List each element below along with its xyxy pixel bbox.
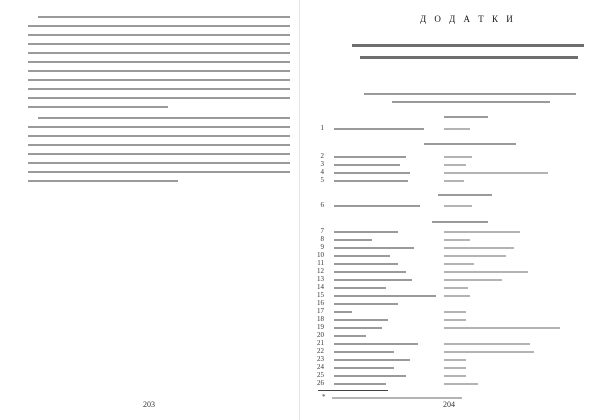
list-item-affiliation-placeholder bbox=[444, 295, 470, 297]
list-item-name-placeholder bbox=[334, 351, 394, 353]
text-line-placeholder bbox=[28, 180, 178, 182]
list-item-name-placeholder bbox=[334, 375, 406, 377]
list-item-name-placeholder bbox=[334, 263, 398, 265]
list-item-affiliation-placeholder bbox=[444, 231, 520, 233]
text-line-placeholder bbox=[28, 61, 290, 63]
list-item-affiliation-placeholder bbox=[444, 383, 478, 385]
text-line-placeholder bbox=[28, 97, 290, 99]
list-item-name-placeholder bbox=[334, 335, 366, 337]
text-line-placeholder bbox=[28, 144, 290, 146]
list-item-name-placeholder bbox=[334, 172, 410, 174]
group-heading-placeholder bbox=[444, 116, 488, 118]
list-item-affiliation-placeholder bbox=[444, 239, 470, 241]
text-line-placeholder bbox=[28, 88, 290, 90]
text-line-placeholder bbox=[38, 117, 290, 119]
list-item-affiliation-placeholder bbox=[444, 367, 466, 369]
list-item-name-placeholder bbox=[334, 205, 420, 207]
list-item-name-placeholder bbox=[334, 255, 390, 257]
list-item-affiliation-placeholder bbox=[444, 128, 470, 130]
footnote-marker: * bbox=[322, 393, 326, 401]
list-item-affiliation-placeholder bbox=[444, 375, 466, 377]
text-line-placeholder bbox=[28, 70, 290, 72]
list-item-name-placeholder bbox=[334, 231, 398, 233]
list-item-affiliation-placeholder bbox=[444, 343, 530, 345]
list-item-affiliation-placeholder bbox=[444, 263, 474, 265]
text-line-placeholder bbox=[28, 79, 290, 81]
text-line-placeholder bbox=[28, 171, 290, 173]
subtitle-line-placeholder bbox=[364, 93, 576, 95]
list-item-name-placeholder bbox=[334, 239, 372, 241]
list-item-name-placeholder bbox=[334, 359, 410, 361]
list-item-name-placeholder bbox=[334, 311, 352, 313]
subtitle-line-placeholder bbox=[392, 101, 550, 103]
list-item-affiliation-placeholder bbox=[444, 247, 514, 249]
list-item-name-placeholder bbox=[334, 156, 406, 158]
footnote-text-placeholder bbox=[332, 397, 462, 399]
page-number-right: 204 bbox=[443, 400, 455, 409]
list-item-affiliation-placeholder bbox=[444, 172, 548, 174]
list-item-name-placeholder bbox=[334, 303, 398, 305]
list-item-affiliation-placeholder bbox=[444, 156, 472, 158]
page-number-left: 203 bbox=[143, 400, 155, 409]
list-item-affiliation-placeholder bbox=[444, 180, 464, 182]
list-item-affiliation-placeholder bbox=[444, 205, 472, 207]
list-item-name-placeholder bbox=[334, 279, 412, 281]
list-item-affiliation-placeholder bbox=[444, 271, 528, 273]
list-item-affiliation-placeholder bbox=[444, 359, 466, 361]
footnote-rule bbox=[318, 390, 388, 391]
text-line-placeholder bbox=[38, 16, 290, 18]
text-line-placeholder bbox=[28, 52, 290, 54]
list-item-name-placeholder bbox=[334, 319, 388, 321]
list-item-name-placeholder bbox=[334, 343, 418, 345]
text-line-placeholder bbox=[28, 162, 290, 164]
list-item-affiliation-placeholder bbox=[444, 164, 466, 166]
list-item-name-placeholder bbox=[334, 128, 424, 130]
list-item-name-placeholder bbox=[334, 367, 394, 369]
title-line-placeholder bbox=[360, 56, 578, 59]
text-line-placeholder bbox=[28, 25, 290, 27]
text-line-placeholder bbox=[28, 34, 290, 36]
text-line-placeholder bbox=[28, 126, 290, 128]
list-item-affiliation-placeholder bbox=[444, 279, 502, 281]
right-page bbox=[300, 0, 600, 420]
list-item-name-placeholder bbox=[334, 247, 414, 249]
list-item-name-placeholder bbox=[334, 383, 386, 385]
text-line-placeholder bbox=[28, 106, 168, 108]
list-item-affiliation-placeholder bbox=[444, 311, 466, 313]
list-item-affiliation-placeholder bbox=[444, 319, 466, 321]
list-item-name-placeholder bbox=[334, 271, 406, 273]
book-spread: 203 Д О Д А Т К И 1 2 3 4 5 6 7 8 9 10 11 12 13 14 15 16 17 18 19 20 21 22 23 24 25 26 * 204 bbox=[0, 0, 600, 420]
list-item-name-placeholder bbox=[334, 327, 382, 329]
list-item-name-placeholder bbox=[334, 295, 436, 297]
appendix-heading: Д О Д А Т К И bbox=[420, 14, 516, 24]
text-line-placeholder bbox=[28, 153, 290, 155]
title-line-placeholder bbox=[352, 44, 584, 47]
list-item-name-placeholder bbox=[334, 164, 400, 166]
text-line-placeholder bbox=[28, 135, 290, 137]
text-line-placeholder bbox=[28, 43, 290, 45]
list-item-affiliation-placeholder bbox=[444, 255, 506, 257]
list-item-affiliation-placeholder bbox=[444, 327, 560, 329]
list-item-affiliation-placeholder bbox=[444, 351, 534, 353]
list-item-name-placeholder bbox=[334, 180, 408, 182]
list-item-affiliation-placeholder bbox=[444, 287, 468, 289]
list-item-name-placeholder bbox=[334, 287, 386, 289]
group-heading-placeholder bbox=[432, 221, 488, 223]
group-heading-placeholder bbox=[438, 194, 492, 196]
group-heading-placeholder bbox=[424, 143, 516, 145]
